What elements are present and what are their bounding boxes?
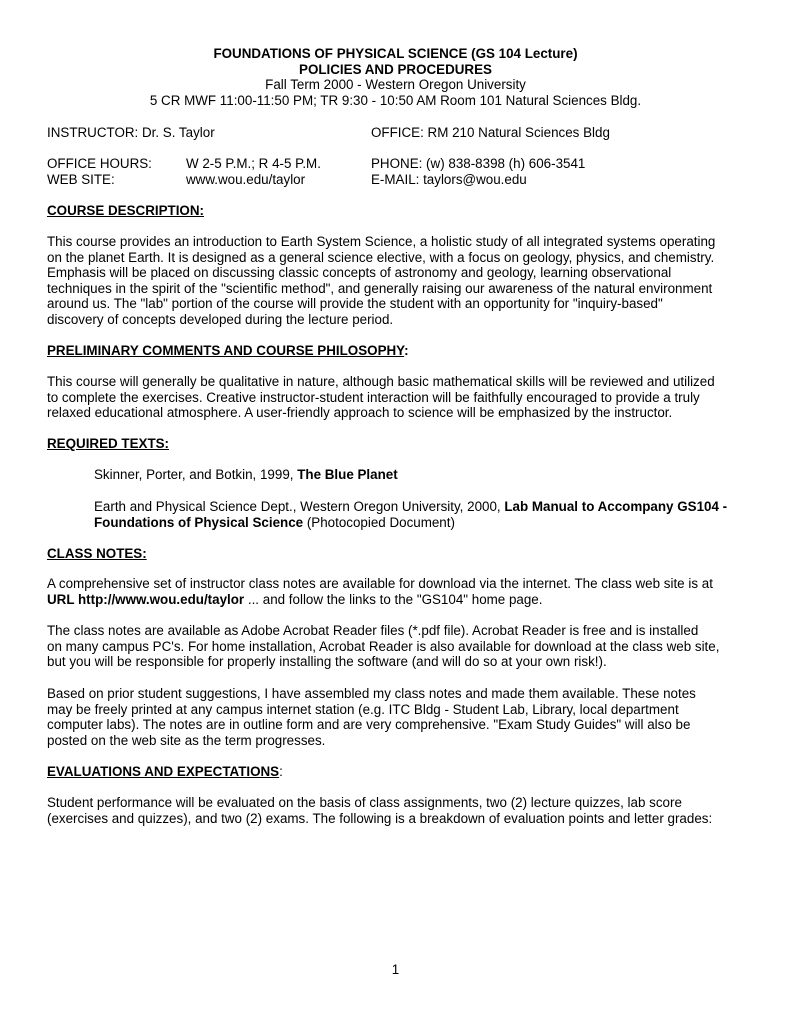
text2-note: (Photocopied Document) (303, 514, 455, 530)
paragraph-line: may be freely printed at any campus internet station (e.g. ITC Bldg - Student Lab, Library, local department (47, 701, 679, 717)
document-header (0, 46, 791, 108)
office-field: OFFICE: RM 210 Natural Sciences Bldg (371, 125, 610, 140)
class-notes-heading: CLASS NOTES: (47, 546, 147, 561)
paragraph-line: Emphasis will be placed on discussing classic concepts of astronomy and geology, learning observational (47, 265, 672, 281)
paragraph-line: on the planet Earth. It is designed as a general science elective, with a focus on geology, physics, and chemistry. (47, 249, 715, 265)
class-notes-paragraph-3 (47, 686, 747, 748)
paragraph-line: relaxed educational atmosphere. A user-friendly approach to science will be emphasized by the instructor. (47, 405, 673, 421)
paragraph-line: computer labs). The notes are in outline form and are very comprehensive. "Exam Study Guides" will also be (47, 717, 691, 733)
phone-field: PHONE: (w) 838-8398 (h) 606-3541 (371, 156, 586, 171)
class-notes-paragraph-2 (47, 623, 747, 670)
paragraph-line: to complete the exercises. Creative instructor-student interaction will be faithfully encouraged to provide a truly (47, 389, 700, 405)
paragraph-line: techniques in the spirit of the "scientific method", and generally raising our awareness of the natural environment (47, 280, 713, 296)
philosophy-paragraph (47, 374, 747, 421)
philosophy-heading: PRELIMINARY COMMENTS AND COURSE PHILOSOPHY (47, 343, 405, 358)
required-text-1 (94, 467, 754, 483)
paragraph-line: The class notes are available as Adobe Acrobat Reader files (*.pdf file). Acrobat Reader is free and is installed (47, 623, 699, 638)
paragraph-line: A comprehensive set of instructor class notes are available for download via the internet. The class web site is at (47, 576, 713, 591)
paragraph-line: around us. The "lab" portion of the course will provide the student with an opportunity for "inquiry-based" (47, 296, 663, 312)
evaluations-paragraph (47, 795, 747, 826)
document-subtitle: POLICIES AND PROCEDURES (299, 61, 492, 77)
class-notes-paragraph-1 (47, 576, 747, 607)
required-texts-heading: REQUIRED TEXTS: (47, 436, 170, 451)
text2-title-line2: Foundations of Physical Science (94, 514, 304, 530)
website-value: www.wou.edu/taylor (186, 172, 306, 187)
text2-title-line1: Lab Manual to Accompany GS104 - (504, 499, 728, 514)
philosophy-heading-colon: : (404, 343, 409, 358)
evaluations-heading: EVALUATIONS AND EXPECTATIONS (47, 764, 280, 779)
evaluations-heading-colon: : (279, 764, 283, 779)
paragraph-line: (exercises and quizzes), and two (2) exams. The following is a breakdown of evaluation points and letter grades: (47, 810, 713, 826)
paragraph-line: posted on the web site as the term progresses. (47, 732, 326, 748)
paragraph-line: This course provides an introduction to Earth System Science, a holistic study of all integrated systems operating (47, 234, 716, 249)
term-line: Fall Term 2000 - Western Oregon University (265, 77, 526, 93)
paragraph-line: but you will be responsible for properly installing the software (and will do so at your own risk!). (47, 654, 607, 670)
paragraph-line: Based on prior student suggestions, I have assembled my class notes and made them available. These notes (47, 686, 696, 701)
instructor-field: INSTRUCTOR: Dr. S. Taylor (47, 125, 215, 140)
office-hours-label: OFFICE HOURS: (47, 156, 152, 171)
course-description-heading: COURSE DESCRIPTION: (47, 203, 204, 218)
website-label: WEB SITE: (47, 172, 115, 187)
evaluations-heading-line (47, 764, 283, 780)
document-title: FOUNDATIONS OF PHYSICAL SCIENCE (GS 104 Lecture) (213, 46, 578, 61)
page-number: 1 (391, 962, 400, 977)
class-web-url: URL http://www.wou.edu/taylor (47, 591, 245, 607)
paragraph-line: This course will generally be qualitative in nature, although basic mathematical skills will be reviewed and utilized (47, 374, 715, 389)
schedule-line: 5 CR MWF 11:00-11:50 PM; TR 9:30 - 10:50 AM Room 101 Natural Sciences Bldg. (149, 92, 642, 108)
text1-authors: Skinner, Porter, and Botkin, 1999, (94, 467, 298, 482)
email-field: E-MAIL: taylors@wou.edu (371, 172, 527, 187)
office-hours-value: W 2-5 P.M.; R 4-5 P.M. (186, 156, 321, 171)
paragraph-line: discovery of concepts developed during the lecture period. (47, 311, 394, 327)
text2-authors: Earth and Physical Science Dept., Western Oregon University, 2000, (94, 499, 505, 514)
course-description-paragraph (47, 234, 747, 328)
paragraph-line: on many campus PC's. For home installation, Acrobat Reader is also available for download at the class web site, (47, 638, 720, 654)
text1-title: The Blue Planet (297, 467, 398, 482)
required-text-2 (94, 499, 754, 530)
paragraph-line: Student performance will be evaluated on the basis of class assignments, two (2) lecture quizzes, lab score (47, 795, 682, 810)
philosophy-heading-line (47, 343, 409, 359)
paragraph-line-rest: ... and follow the links to the "GS104" home page. (244, 591, 543, 607)
